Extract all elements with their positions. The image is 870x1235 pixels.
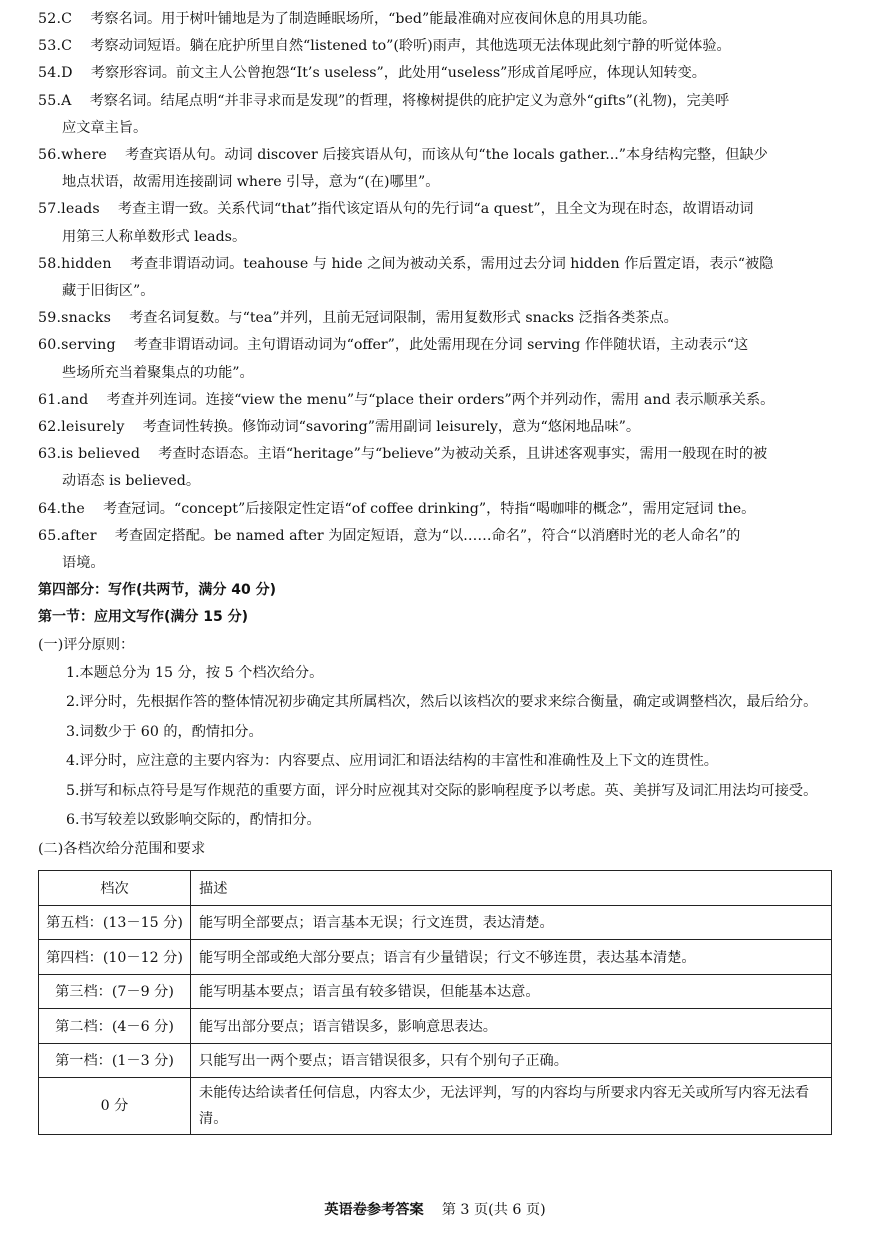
principles-title: (一)评分原则： <box>38 636 135 653</box>
table-header-cell: 档次 <box>39 871 191 906</box>
principle-item: 5.拼写和标点符号是写作规范的重要方面，评分时应视其对交际的影响程度予以考虑。英、美拼写及词汇用法均可接受。 <box>66 782 818 799</box>
answer-item <box>38 441 834 468</box>
answer-item <box>38 387 834 414</box>
table-header-cell: 描述 <box>191 871 832 906</box>
grades-title: (二)各档次给分范围和要求 <box>38 840 206 857</box>
answer-item <box>38 251 834 278</box>
principle-item: 1.本题总分为 15 分，按 5 个档次给分。 <box>66 664 324 681</box>
table-header-row <box>39 871 832 906</box>
answer-explanation: 考查并列连词。连接“view the menu”与“place their orders”两个并列动作，需用 and 表示顺承关系。 <box>106 391 775 408</box>
section-subheading: 第一节：应用文写作(满分 15 分) <box>38 609 249 626</box>
grade-level-cell: 第三档：(7－9 分) <box>39 974 191 1009</box>
answer-key: 64.the <box>38 500 85 517</box>
grading-table <box>38 870 832 1135</box>
answer-item <box>38 60 834 87</box>
answer-key: 62.leisurely <box>38 419 125 436</box>
answer-key: 56.where <box>38 147 108 164</box>
answer-key: 52.C <box>38 11 73 27</box>
grade-level-cell: 第二档：(4－6 分) <box>39 1009 191 1044</box>
grade-level-cell: 第五档：(13－15 分) <box>39 905 191 940</box>
grade-description-cell: 能写明全部或绝大部分要点；语言有少量错误；行文不够连贯，表达基本清楚。 <box>191 940 832 975</box>
answer-key: 54.D <box>38 65 73 82</box>
answer-item <box>38 142 834 169</box>
answer-item <box>38 6 834 33</box>
footer-title: 英语卷参考答案 <box>324 1202 424 1218</box>
answer-explanation-continued: 语境。 <box>62 555 105 572</box>
answer-explanation-continued: 用第三人称单数形式 leads。 <box>62 228 247 245</box>
grade-level-cell: 0 分 <box>39 1078 191 1135</box>
grade-description-cell: 能写明基本要点；语言虽有较多错误，但能基本达意。 <box>191 974 832 1009</box>
answer-explanation: 考查词性转换。修饰动词“savoring”需用副词 leisurely，意为“悠闲地品味”。 <box>142 419 641 436</box>
answer-explanation: 考查名词复数。与“tea”并列，且前无冠词限制，需用复数形式 snacks 泛指各类茶点。 <box>129 310 678 327</box>
answer-item <box>38 305 834 332</box>
answer-explanation: 考查宾语从句。动词 discover 后接宾语从句，而该从句“the locals gather...”本身结构完整，但缺少 <box>125 147 768 164</box>
principles-list <box>38 659 834 836</box>
answer-explanation: 考查时态语态。主语“heritage”与“believe”为被动关系，且讲述客观事实，需用一般现在时的被 <box>158 446 768 463</box>
answer-item <box>38 496 834 523</box>
answer-item <box>38 332 834 359</box>
answer-explanation: 考查非谓语动词。teahouse 与 hide 之间为被动关系，需用过去分词 hidden 作后置定语，表示“被隐 <box>129 255 774 272</box>
answer-explanation-continued: 应文章主旨。 <box>62 119 148 136</box>
table-row <box>39 1078 832 1135</box>
answer-item <box>38 196 834 223</box>
answer-key: 55.A <box>38 92 72 109</box>
principle-item: 2.评分时，先根据作答的整体情况初步确定其所属档次，然后以该档次的要求来综合衡量，确定或调整档次，最后给分。 <box>66 694 818 711</box>
answer-item <box>38 88 834 115</box>
grade-level-cell: 第四档：(10－12 分) <box>39 940 191 975</box>
answer-explanation-continued: 动语态 is believed。 <box>62 473 201 490</box>
page-footer <box>0 1199 870 1219</box>
answer-explanation: 考察名词。用于树叶铺地是为了制造睡眠场所，“bed”能最准确对应夜间休息的用具功能。 <box>90 11 657 27</box>
answer-item <box>38 33 834 60</box>
answer-explanation: 考查冠词。“concept”后接限定性定语“of coffee drinking”，特指“喝咖啡的概念”，需用定冠词 the。 <box>103 500 756 517</box>
grade-description-cell: 未能传达给读者任何信息，内容太少，无法评判，写的内容均与所要求内容无关或所写内容无法看清。 <box>191 1078 832 1135</box>
answer-explanation: 考查固定搭配。be named after 为固定短语，意为“以……命名”，符合“以消磨时光的老人命名”的 <box>114 527 741 544</box>
answer-explanation: 考察名词。结尾点明“并非寻求而是发现”的哲理，将橡树提供的庇护定义为意外“gifts”(礼物)，完美呼 <box>89 92 730 109</box>
answer-key: 60.serving <box>38 337 116 354</box>
answer-explanation: 考察形容词。前文主人公曾抱怨“It’s useless”，此处用“useless”形成首尾呼应，体现认知转变。 <box>90 65 706 82</box>
principle-item: 6.书写较差以致影响交际的，酌情扣分。 <box>66 812 321 829</box>
answer-item <box>38 414 834 441</box>
section-heading: 第四部分：写作(共两节，满分 40 分) <box>38 582 277 599</box>
table-row <box>39 905 832 940</box>
grade-description-cell: 只能写出一两个要点；语言错误很多，只有个别句子正确。 <box>191 1043 832 1078</box>
answer-key: 59.snacks <box>38 310 112 327</box>
table-row <box>39 974 832 1009</box>
answer-key: 53.C <box>38 38 73 55</box>
answer-key: 61.and <box>38 391 89 408</box>
answer-explanation: 考察动词短语。躺在庇护所里自然“listened to”(聆听)雨声，其他选项无法体现此刻宁静的听觉体验。 <box>90 38 731 55</box>
answer-explanation-continued: 藏于旧街区”。 <box>62 283 155 300</box>
answer-key: 65.after <box>38 527 97 544</box>
table-row <box>39 1043 832 1078</box>
principle-item: 4.评分时，应注意的主要内容为：内容要点、应用词汇和语法结构的丰富性和准确性及上下文的连贯性。 <box>66 753 718 770</box>
answer-explanation-continued: 地点状语，故需用连接副词 where 引导，意为“(在)哪里”。 <box>62 174 440 191</box>
answer-key: 63.is believed <box>38 446 141 463</box>
grade-description-cell: 能写明全部要点；语言基本无误；行文连贯，表达清楚。 <box>191 905 832 940</box>
answer-explanation: 考查主谓一致。关系代词“that”指代该定语从句的先行词“a quest”，且全文为现在时态，故谓语动词 <box>117 201 754 218</box>
answer-explanation: 考查非谓语动词。主句谓语动词为“offer”，此处需用现在分词 serving 作伴随状语，主动表示“这 <box>133 337 749 354</box>
table-row <box>39 1009 832 1044</box>
answer-explanation-continued: 些场所充当着聚集点的功能”。 <box>62 364 254 381</box>
answer-list <box>38 6 834 577</box>
answer-key: 57.leads <box>38 201 100 218</box>
answer-item <box>38 523 834 550</box>
page-number: 第 3 页(共 6 页) <box>441 1202 546 1218</box>
grade-description-cell: 能写出部分要点；语言错误多，影响意思表达。 <box>191 1009 832 1044</box>
answer-key: 58.hidden <box>38 255 112 272</box>
grade-level-cell: 第一档：(1－3 分) <box>39 1043 191 1078</box>
table-row <box>39 940 832 975</box>
principle-item: 3.词数少于 60 的，酌情扣分。 <box>66 723 263 740</box>
